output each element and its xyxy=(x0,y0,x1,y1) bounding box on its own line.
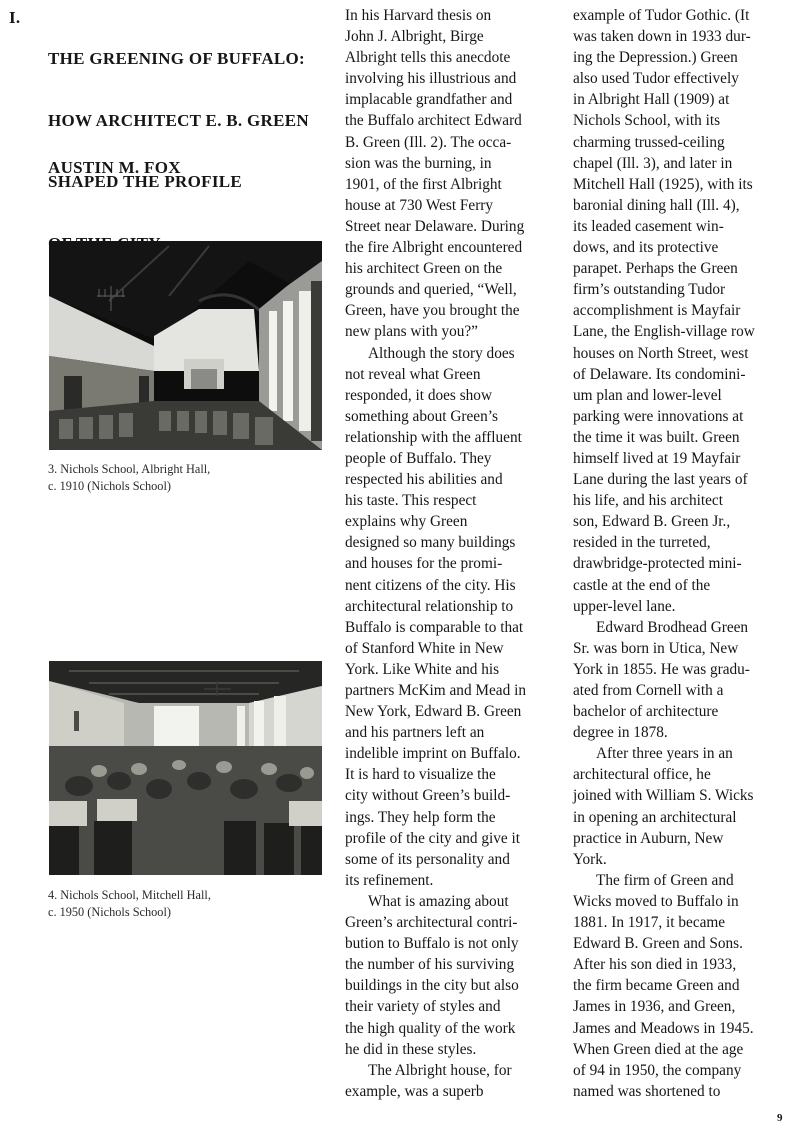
paragraph-start-line: What is amazing about xyxy=(368,892,509,910)
text-line: accomplishment is Mayfair xyxy=(573,302,741,320)
text-line: degree in 1878. xyxy=(573,724,668,742)
text-line: Wicks moved to Buffalo in xyxy=(573,892,739,910)
text-line: Sr. was born in Utica, New xyxy=(573,639,739,657)
text-line: his taste. This respect xyxy=(345,492,477,510)
text-line: in opening an architectural xyxy=(573,808,737,826)
text-line: York in 1855. He was gradu- xyxy=(573,660,750,678)
text-line: sion was the burning, in xyxy=(345,154,492,172)
text-line: B. Green (Ill. 2). The occa- xyxy=(345,133,512,151)
text-line: Street near Delaware. During xyxy=(345,217,525,235)
text-line: It is hard to visualize the xyxy=(345,766,496,784)
text-line: practice in Auburn, New xyxy=(573,829,724,847)
text-line: himself lived at 19 Mayfair xyxy=(573,449,741,467)
text-line: relationship with the affluent xyxy=(345,428,522,446)
caption-line: c. 1910 (Nichols School) xyxy=(48,479,171,493)
text-line: son, Edward B. Green Jr., xyxy=(573,513,731,531)
text-line: partners McKim and Mead in xyxy=(345,682,526,699)
text-line: the high quality of the work xyxy=(345,1019,516,1037)
paragraph-start-line: Although the story does xyxy=(368,344,515,362)
text-line: charming trussed-ceiling xyxy=(573,133,725,151)
text-line: his architect Green on the xyxy=(345,260,503,278)
text-line: its leaded casement win- xyxy=(573,217,724,235)
text-line: joined with William S. Wicks xyxy=(573,787,754,805)
text-line: designed so many buildings xyxy=(345,534,516,552)
article-title xyxy=(48,8,320,275)
figure-caption xyxy=(48,887,308,921)
paragraph-start-line: Edward Brodhead Green xyxy=(596,618,749,636)
text-line: houses on North Street, west xyxy=(573,344,749,362)
text-line: the Buffalo architect Edward xyxy=(345,112,522,130)
text-line: responded, it does show xyxy=(345,386,493,404)
body-column-3 xyxy=(573,5,792,1102)
text-line: example, was a superb xyxy=(345,1082,484,1100)
text-line: ated from Cornell with a xyxy=(573,682,724,699)
text-line: of 94 in 1950, the company xyxy=(573,1061,742,1079)
text-line: ing the Depression.) Green xyxy=(573,49,738,67)
text-line: um plan and lower-level xyxy=(573,386,722,404)
text-line: nent citizens of the city. His xyxy=(345,576,516,594)
chapel-interior-photo xyxy=(49,241,322,450)
text-line: James in 1936, and Green, xyxy=(573,998,736,1016)
text-line: his life, and his architect xyxy=(573,492,723,510)
text-line: In his Harvard thesis on xyxy=(345,7,492,24)
text-line: city without Green’s build- xyxy=(345,787,511,805)
text-line: the fire Albright encountered xyxy=(345,239,523,257)
text-line: architectural relationship to xyxy=(345,597,514,615)
caption-line: 4. Nichols School, Mitchell Hall, xyxy=(48,888,211,902)
text-line: upper-level lane. xyxy=(573,597,676,615)
text-line: York. Like White and his xyxy=(345,660,500,678)
text-line: also used Tudor effectively xyxy=(573,70,739,88)
text-line: profile of the city and give it xyxy=(345,829,521,847)
text-line: baronial dining hall (Ill. 4), xyxy=(573,196,740,214)
text-line: involving his illustrious and xyxy=(345,70,517,88)
text-line: example of Tudor Gothic. (It xyxy=(573,7,750,24)
text-line: new plans with you?” xyxy=(345,323,478,341)
title-line: THE GREENING OF BUFFALO: xyxy=(48,49,306,68)
text-line: dows, and its protective xyxy=(573,239,719,257)
title-line: SHAPED THE PROFILE xyxy=(48,172,243,191)
dining-hall-photo xyxy=(49,661,322,875)
text-line: in Albright Hall (1909) at xyxy=(573,91,730,109)
body-column-2 xyxy=(345,5,550,1102)
text-line: not reveal what Green xyxy=(345,365,481,383)
text-line: Nichols School, with its xyxy=(573,112,721,130)
caption-line: c. 1950 (Nichols School) xyxy=(48,905,171,919)
text-line: John J. Albright, Birge xyxy=(345,28,484,46)
caption-line: 3. Nichols School, Albright Hall, xyxy=(48,462,211,476)
text-line: James and Meadows in 1945. xyxy=(573,1019,754,1037)
page-number: 9 xyxy=(777,1112,783,1124)
text-line: Green’s architectural contri- xyxy=(345,914,518,932)
text-line: respected his abilities and xyxy=(345,471,503,489)
title-line: HOW ARCHITECT E. B. GREEN xyxy=(48,110,309,130)
text-line: the firm became Green and xyxy=(573,977,740,995)
figure-caption xyxy=(48,461,308,495)
text-line: After his son died in 1933, xyxy=(573,956,737,974)
text-line: Buffalo is comparable to that xyxy=(345,618,524,636)
text-line: resided in the turreted, xyxy=(573,534,711,552)
text-line: 1901, of the first Albright xyxy=(345,175,502,193)
text-line: parapet. Perhaps the Green xyxy=(573,260,738,278)
text-line: he did in these styles. xyxy=(345,1040,477,1058)
paragraph-start-line: After three years in an xyxy=(596,745,733,763)
text-line: implacable grandfather and xyxy=(345,91,513,109)
text-line: castle at the end of the xyxy=(573,576,711,594)
text-line: named was shortened to xyxy=(573,1082,721,1100)
text-line: explains why Green xyxy=(345,513,468,531)
text-line: buildings in the city but also xyxy=(345,977,519,995)
paragraph-start-line: The firm of Green and xyxy=(596,871,734,889)
text-line: some of its personality and xyxy=(345,850,510,868)
text-line: York. xyxy=(573,850,607,868)
text-line: grounds and queried, “Well, xyxy=(345,281,517,299)
text-line: of Delaware. Its condomini- xyxy=(573,365,746,383)
text-line: of Stanford White in New xyxy=(345,639,504,657)
text-line: chapel (Ill. 3), and later in xyxy=(573,154,733,172)
text-line: When Green died at the age xyxy=(573,1040,744,1058)
text-line: Lane during the last years of xyxy=(573,471,748,489)
text-line: and his partners left an xyxy=(345,724,485,742)
text-line: indelible imprint on Buffalo. xyxy=(345,745,521,763)
text-line: was taken down in 1933 dur- xyxy=(573,28,751,46)
text-line: firm’s outstanding Tudor xyxy=(573,281,726,299)
author-name: AUSTIN M. FOX xyxy=(48,158,181,177)
text-line: their variety of styles and xyxy=(345,998,501,1016)
text-line: Mitchell Hall (1925), with its xyxy=(573,175,753,193)
text-line: people of Buffalo. They xyxy=(345,449,492,467)
text-line: the time it was built. Green xyxy=(573,428,740,446)
text-line: Green, have you brought the xyxy=(345,302,520,320)
text-line: 1881. In 1917, it became xyxy=(573,914,726,932)
text-line: architectural office, he xyxy=(573,766,711,784)
text-line: Lane, the English-village row xyxy=(573,323,755,341)
text-line: Edward B. Green and Sons. xyxy=(573,935,743,953)
text-line: the number of his surviving xyxy=(345,956,515,974)
text-line: parking were innovations at xyxy=(573,407,744,425)
text-line: bachelor of architecture xyxy=(573,703,719,721)
text-line: something about Green’s xyxy=(345,407,498,425)
text-line: drawbridge-protected mini- xyxy=(573,555,742,573)
text-line: Albright tells this anecdote xyxy=(345,49,511,67)
text-line: bution to Buffalo is not only xyxy=(345,935,519,953)
chapter-number: I. xyxy=(9,8,21,27)
text-line: and houses for the promi- xyxy=(345,555,503,573)
paragraph-start-line: The Albright house, for xyxy=(368,1061,512,1079)
text-line: New York, Edward B. Green xyxy=(345,703,522,721)
text-line: its refinement. xyxy=(345,871,434,889)
text-line: house at 730 West Ferry xyxy=(345,196,494,214)
text-line: ings. They help form the xyxy=(345,808,496,826)
